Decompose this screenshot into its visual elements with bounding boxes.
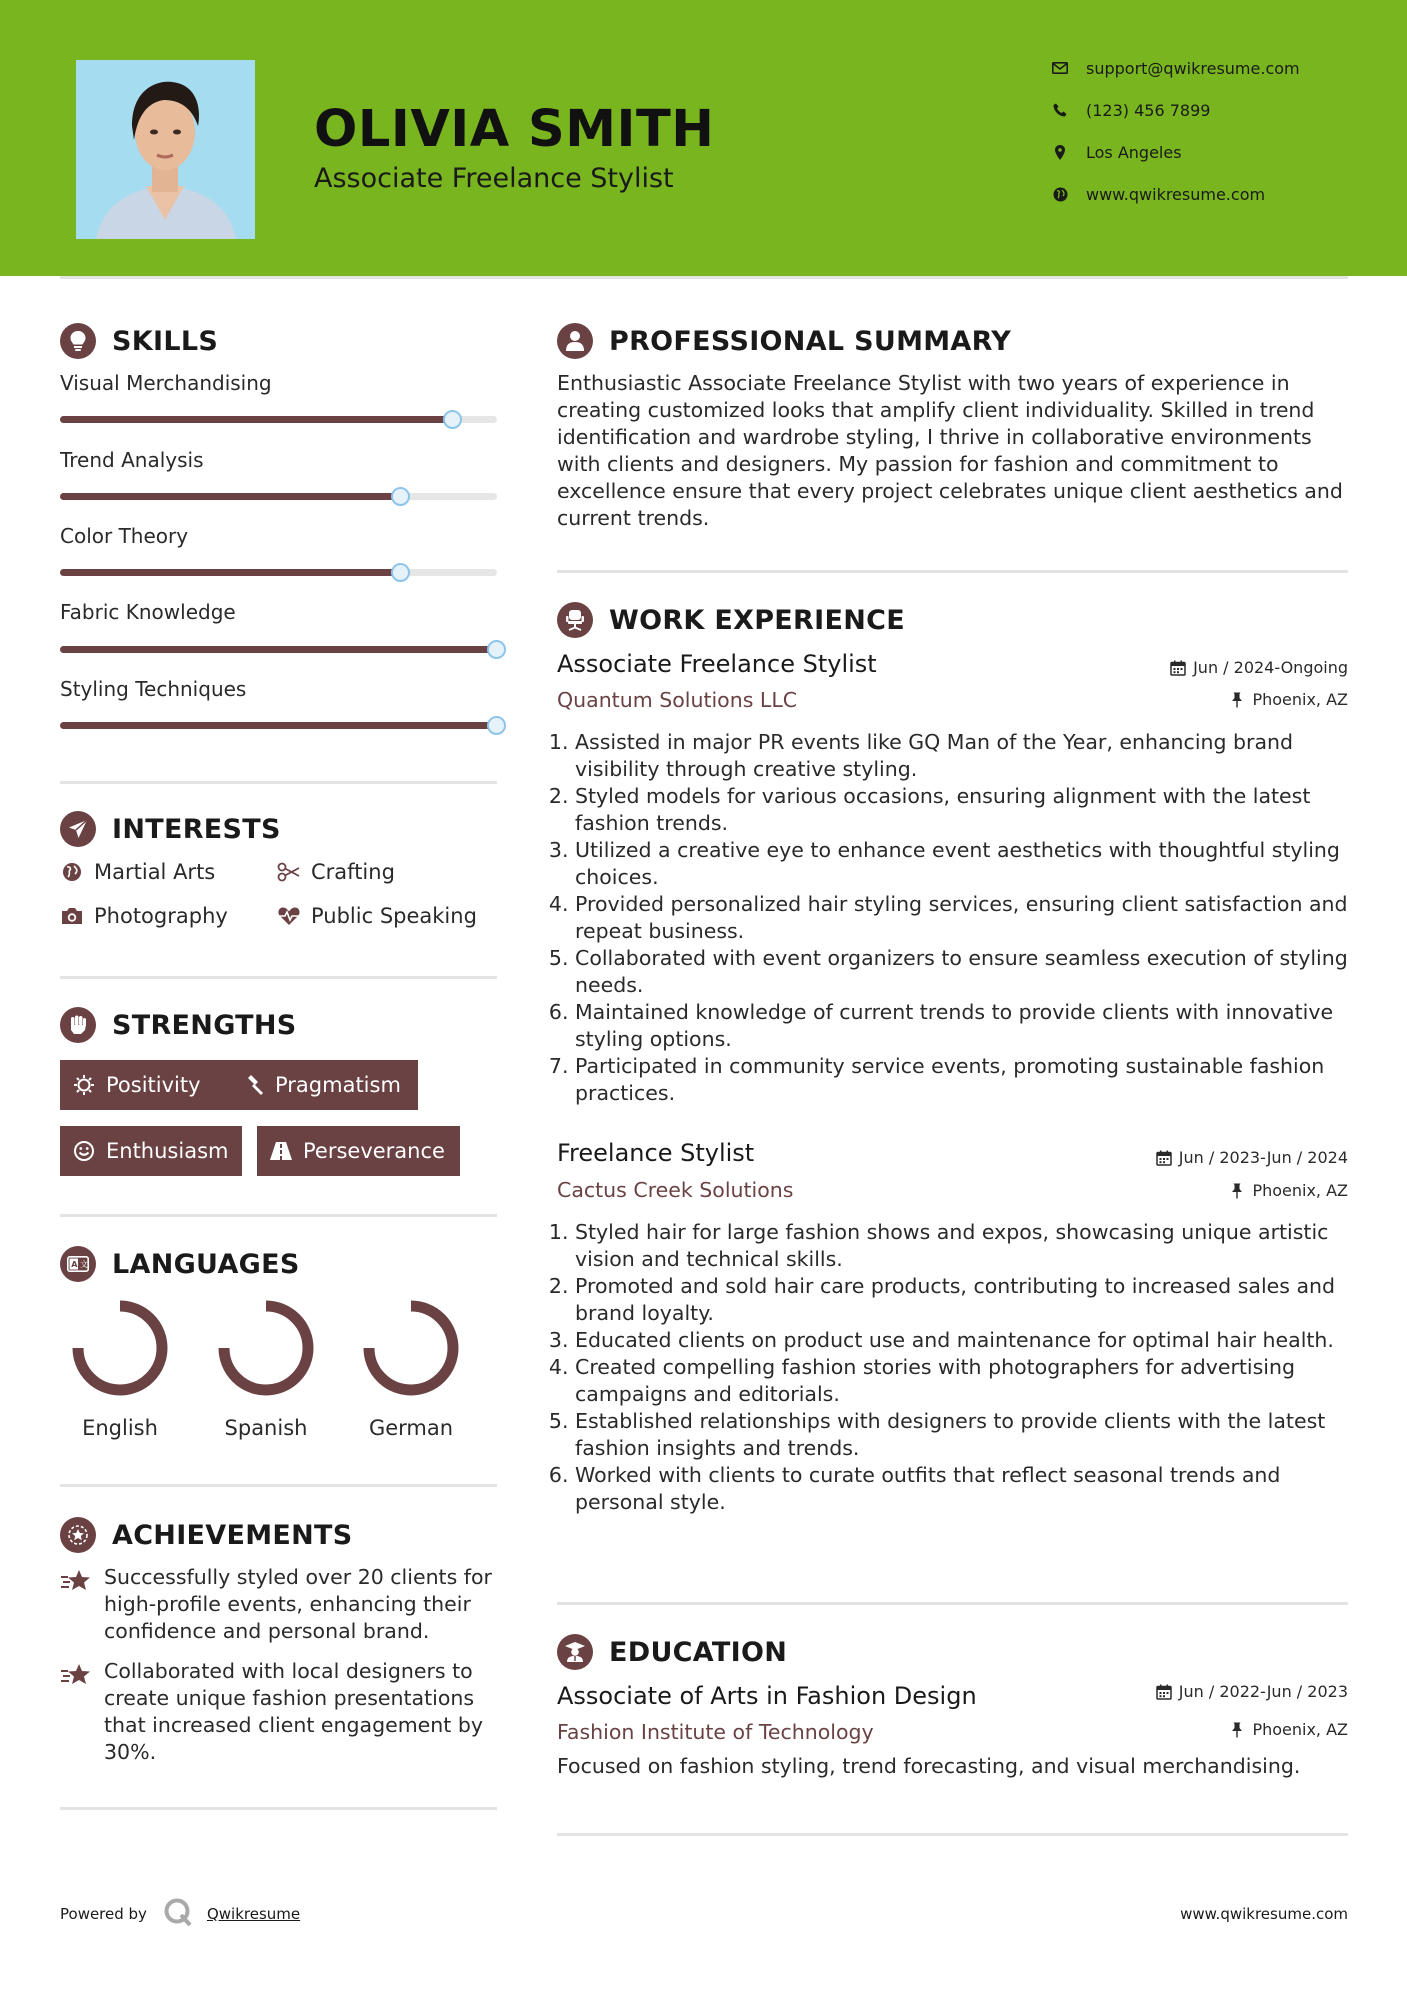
lightbulb-icon bbox=[60, 323, 96, 359]
language-label: English bbox=[82, 1416, 158, 1440]
language-label: German bbox=[368, 1416, 454, 1440]
language-label: Spanish bbox=[224, 1416, 308, 1440]
education-dates bbox=[1155, 1682, 1348, 1701]
skill-label: Styling Techniques bbox=[60, 677, 247, 701]
section-divider bbox=[557, 1833, 1348, 1836]
user-icon bbox=[557, 323, 593, 359]
road-icon bbox=[269, 1139, 293, 1163]
job-bullet: 2. Styled models for various occasions, ensuring alignment with the latest fashion trends. bbox=[575, 783, 1357, 837]
strength-chip bbox=[229, 1060, 418, 1110]
contact-email[interactable] bbox=[1050, 55, 1300, 81]
job-company: Cactus Creek Solutions bbox=[557, 1178, 794, 1202]
calendar-icon bbox=[1169, 659, 1187, 677]
job-bullet: 5. Established relationships with designers to provide clients with the latest fashion insights and trends. bbox=[575, 1408, 1357, 1462]
profile-photo bbox=[76, 60, 255, 239]
strength-chip bbox=[257, 1126, 460, 1176]
job-bullet: 2. Promoted and sold hair care products, contributing to increased sales and brand loyalty. bbox=[575, 1273, 1357, 1327]
strengths-title: STRENGTHS bbox=[112, 1009, 297, 1041]
job-bullet: 4. Created compelling fashion stories with photographers for advertising campaigns and editorials. bbox=[575, 1354, 1357, 1408]
languages-title: LANGUAGES bbox=[112, 1248, 300, 1280]
award-star-icon bbox=[60, 1517, 96, 1553]
strength-chip bbox=[60, 1126, 242, 1176]
experience-heading bbox=[557, 602, 905, 638]
education-description: Focused on fashion styling, trend forecasting, and visual merchandising. bbox=[557, 1754, 1301, 1778]
interest-label: Crafting bbox=[311, 860, 395, 884]
achievements-heading bbox=[60, 1517, 353, 1553]
job-bullet: 7. Participated in community service events, promoting sustainable fashion practices. bbox=[575, 1053, 1357, 1107]
section-divider bbox=[557, 1602, 1348, 1605]
skill-bar-knob bbox=[487, 640, 506, 659]
strength-label: Perseverance bbox=[303, 1139, 445, 1163]
education-title: EDUCATION bbox=[609, 1636, 788, 1668]
raised-fist-icon bbox=[60, 1007, 96, 1043]
job-location bbox=[1228, 1181, 1348, 1200]
language-item bbox=[341, 1298, 481, 1440]
languages-heading bbox=[60, 1246, 300, 1282]
job-location bbox=[1228, 690, 1348, 709]
language-item bbox=[50, 1298, 190, 1440]
strength-label: Pragmatism bbox=[275, 1073, 401, 1097]
phone-icon bbox=[1050, 100, 1070, 120]
job-location-text: Phoenix, AZ bbox=[1252, 1181, 1348, 1200]
globe-icon bbox=[60, 860, 84, 884]
skill-bar-knob bbox=[391, 563, 410, 582]
language-gauge bbox=[70, 1298, 170, 1398]
language-icon bbox=[60, 1246, 96, 1282]
language-item bbox=[196, 1298, 336, 1440]
sun-icon bbox=[72, 1073, 96, 1097]
job-bullets bbox=[557, 1219, 1357, 1516]
job-company: Quantum Solutions LLC bbox=[557, 688, 798, 712]
skill-bar bbox=[60, 416, 497, 423]
shooting-star-icon bbox=[60, 1662, 92, 1766]
interest-item bbox=[277, 904, 477, 928]
skill-bar-fill bbox=[60, 416, 453, 423]
svg-text:A: A bbox=[71, 1260, 78, 1269]
experience-title: WORK EXPERIENCE bbox=[609, 604, 905, 636]
header-divider bbox=[60, 276, 1348, 279]
job-bullet: 1. Styled hair for large fashion shows and expos, showcasing unique artistic vision and technical skills. bbox=[575, 1219, 1357, 1273]
contact-phone-text: (123) 456 7899 bbox=[1086, 100, 1211, 120]
job-bullet: 1. Assisted in major PR events like GQ Man of the Year, enhancing brand visibility through creative styling. bbox=[575, 729, 1357, 783]
interest-label: Martial Arts bbox=[94, 860, 216, 884]
contact-phone[interactable] bbox=[1050, 97, 1210, 123]
skill-bar bbox=[60, 569, 497, 576]
education-heading bbox=[557, 1634, 787, 1670]
skill-bar-knob bbox=[391, 487, 410, 506]
education-location bbox=[1228, 1720, 1348, 1739]
paper-plane-icon bbox=[60, 811, 96, 847]
interest-item bbox=[60, 860, 215, 884]
contact-location bbox=[1050, 139, 1182, 165]
job-bullets bbox=[557, 729, 1357, 1107]
skill-bar bbox=[60, 493, 497, 500]
thumbtack-icon bbox=[1228, 691, 1246, 709]
heartbeat-icon bbox=[277, 904, 301, 928]
scissors-icon bbox=[277, 860, 301, 884]
skill-bar-fill bbox=[60, 722, 497, 729]
interest-label: Public Speaking bbox=[311, 904, 477, 928]
skill-label: Trend Analysis bbox=[60, 448, 204, 472]
achievement-item bbox=[60, 1658, 500, 1766]
job-role: Associate Freelance Stylist bbox=[557, 650, 877, 678]
job-bullet: 6. Worked with clients to curate outfits that reflect seasonal trends and personal style. bbox=[575, 1462, 1357, 1516]
calendar-icon bbox=[1155, 1149, 1173, 1167]
contact-email-text: support@qwikresume.com bbox=[1086, 58, 1300, 78]
camera-icon bbox=[60, 904, 84, 928]
globe-icon bbox=[1050, 184, 1070, 204]
achievement-item bbox=[60, 1564, 500, 1645]
job-bullet: 3. Utilized a creative eye to enhance event aesthetics with thoughtful styling choices. bbox=[575, 837, 1357, 891]
job-location-text: Phoenix, AZ bbox=[1252, 690, 1348, 709]
skill-label: Visual Merchandising bbox=[60, 371, 272, 395]
education-school: Fashion Institute of Technology bbox=[557, 1720, 874, 1744]
skill-bar-fill bbox=[60, 646, 497, 653]
interests-heading bbox=[60, 811, 281, 847]
section-divider bbox=[60, 1807, 497, 1810]
footer-website[interactable]: www.qwikresume.com bbox=[1180, 1905, 1348, 1923]
language-gauge bbox=[361, 1298, 461, 1398]
section-divider bbox=[60, 1214, 497, 1217]
thumbtack-icon bbox=[1228, 1721, 1246, 1739]
interests-title: INTERESTS bbox=[112, 813, 281, 845]
calendar-icon bbox=[1155, 1683, 1173, 1701]
job-bullet: 4. Provided personalized hair styling services, ensuring client satisfaction and repeat business. bbox=[575, 891, 1357, 945]
footer-powered-by bbox=[60, 1897, 300, 1931]
graduate-icon bbox=[557, 1634, 593, 1670]
language-gauge bbox=[216, 1298, 316, 1398]
powered-by-text: Powered by bbox=[60, 1905, 147, 1923]
map-pin-icon bbox=[1050, 142, 1070, 162]
contact-website-text: www.qwikresume.com bbox=[1086, 184, 1266, 204]
interest-item bbox=[60, 904, 228, 928]
skill-label: Color Theory bbox=[60, 524, 189, 548]
job-dates bbox=[1155, 1148, 1348, 1167]
skill-bar-fill bbox=[60, 493, 401, 500]
hammer-icon bbox=[241, 1073, 265, 1097]
shooting-star-icon bbox=[60, 1568, 92, 1645]
skill-bar bbox=[60, 646, 497, 653]
skill-bar-knob bbox=[487, 716, 506, 735]
language-gauge-arc bbox=[369, 1306, 453, 1390]
summary-title: PROFESSIONAL SUMMARY bbox=[609, 325, 1012, 357]
interest-item bbox=[277, 860, 395, 884]
job-dates-text: Jun / 2023-Jun / 2024 bbox=[1178, 1148, 1348, 1167]
skill-bar bbox=[60, 722, 497, 729]
smile-icon bbox=[72, 1139, 96, 1163]
thumbtack-icon bbox=[1228, 1182, 1246, 1200]
job-role: Freelance Stylist bbox=[557, 1139, 755, 1167]
language-gauge-arc bbox=[78, 1306, 162, 1390]
achievement-text: Successfully styled over 20 clients for high-profile events, enhancing their confidence and personal brand. bbox=[104, 1565, 492, 1643]
qwikresume-logo-icon bbox=[163, 1897, 193, 1931]
job-bullet: 6. Maintained knowledge of current trends to provide clients with innovative styling options. bbox=[575, 999, 1357, 1053]
education-dates-text: Jun / 2022-Jun / 2023 bbox=[1178, 1682, 1348, 1701]
skill-bar-knob bbox=[443, 410, 462, 429]
strength-label: Positivity bbox=[106, 1073, 201, 1097]
section-divider bbox=[60, 976, 497, 979]
job-bullet: 3. Educated clients on product use and maintenance for optimal hair health. bbox=[575, 1327, 1357, 1354]
interest-label: Photography bbox=[94, 904, 228, 928]
strength-label: Enthusiasm bbox=[106, 1139, 229, 1163]
qwikresume-link[interactable]: Qwikresume bbox=[206, 1905, 301, 1923]
education-degree: Associate of Arts in Fashion Design bbox=[557, 1682, 977, 1710]
section-divider bbox=[60, 781, 497, 784]
skill-label: Fabric Knowledge bbox=[60, 600, 236, 624]
language-gauge-arc bbox=[224, 1306, 308, 1390]
strength-chip bbox=[60, 1060, 230, 1110]
summary-heading bbox=[557, 323, 1011, 359]
job-bullet: 5. Collaborated with event organizers to ensure seamless execution of styling needs. bbox=[575, 945, 1357, 999]
candidate-name: OLIVIA SMITH bbox=[314, 100, 715, 159]
skills-title: SKILLS bbox=[112, 325, 219, 357]
skills-heading bbox=[60, 323, 218, 359]
contact-website[interactable] bbox=[1050, 181, 1265, 207]
education-location-text: Phoenix, AZ bbox=[1252, 1720, 1348, 1739]
section-divider bbox=[60, 1484, 497, 1487]
job-dates bbox=[1169, 658, 1348, 677]
achievement-text: Collaborated with local designers to create unique fashion presentations that increased client engagement by 30%. bbox=[104, 1659, 483, 1764]
office-chair-icon bbox=[557, 602, 593, 638]
section-divider bbox=[557, 570, 1348, 573]
strengths-heading bbox=[60, 1007, 297, 1043]
contact-location-text: Los Angeles bbox=[1086, 142, 1182, 162]
achievements-title: ACHIEVEMENTS bbox=[112, 1519, 353, 1551]
envelope-icon bbox=[1050, 58, 1070, 78]
skill-bar-fill bbox=[60, 569, 401, 576]
candidate-title: Associate Freelance Stylist bbox=[314, 163, 674, 194]
svg-text:文: 文 bbox=[80, 1260, 88, 1269]
summary-text: Enthusiastic Associate Freelance Stylist with two years of experience in creating customized looks that amplify client individuality. Skilled in trend identification and wardrobe styling, I thrive in collaborative environments with clients and designers. My passion for fashion and commitment to excellence ensure that every project celebrates unique client aesthetics and current trends. bbox=[557, 371, 1343, 530]
job-dates-text: Jun / 2024-Ongoing bbox=[1193, 658, 1348, 677]
